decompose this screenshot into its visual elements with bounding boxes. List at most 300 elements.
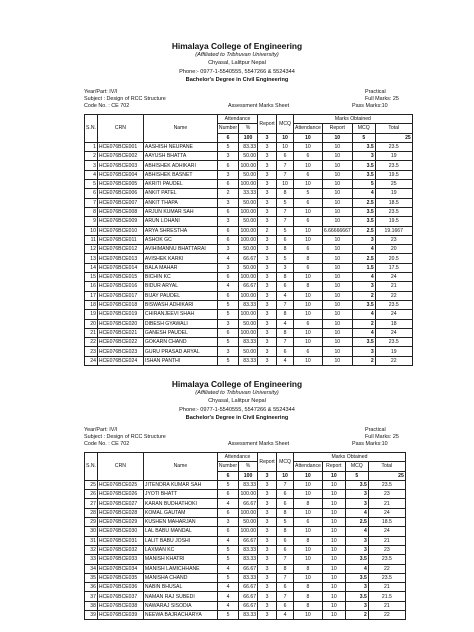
table-cell: 22	[368, 611, 405, 620]
max-mark-cell: 25	[375, 133, 412, 142]
table-cell: 3.5	[352, 300, 375, 309]
table-cell: 3	[345, 545, 368, 554]
table-cell: 8	[277, 245, 294, 254]
table-cell: 2	[352, 291, 375, 300]
table-row	[85, 207, 413, 216]
table-cell: 2	[217, 189, 238, 198]
table-cell: 10	[294, 235, 323, 244]
table-cell: 5	[217, 573, 238, 582]
table-cell: HCE076BCE020	[97, 319, 143, 328]
table-cell: GURU PRASAD ARYAL	[143, 347, 217, 356]
table-cell: 83.33	[239, 356, 258, 365]
table-cell: 4	[277, 291, 294, 300]
table-cell: 6	[217, 291, 238, 300]
col-marks-obtained: Marks Obtained	[294, 452, 406, 461]
marks-table	[84, 114, 413, 366]
table-cell: NEEWA BAJRACHARYA	[143, 611, 217, 620]
table-cell: 3	[258, 536, 277, 545]
table-cell: JITENDRA KUMAR SAH	[143, 480, 217, 489]
table-cell: 6	[277, 601, 294, 610]
table-cell: 3	[258, 282, 277, 291]
table-row	[85, 592, 406, 601]
table-cell: HCE076BCE029	[97, 518, 143, 527]
table-row	[85, 226, 413, 235]
table-cell: 100.00	[240, 274, 257, 281]
table-cell: 6	[294, 217, 323, 226]
table-cell: 3	[258, 235, 277, 244]
table-cell: 3	[345, 536, 368, 545]
table-cell: HCE076BCE007	[97, 198, 143, 207]
table-cell: 6	[217, 180, 238, 189]
header-row	[85, 114, 413, 123]
table-cell: 7	[277, 217, 294, 226]
table-cell: HCE076BCE033	[97, 555, 143, 564]
table-cell: 11	[85, 235, 98, 244]
table-cell: 17.5	[375, 263, 412, 272]
table-cell: 2.5	[352, 198, 375, 207]
affiliation: (Affiliated to Tribhuvan University)	[195, 51, 279, 58]
table-cell: LAXMAN KC	[143, 545, 217, 554]
table-cell: 5	[217, 300, 238, 309]
max-mark-cell: 5	[345, 471, 368, 480]
col-sn: S.N.	[85, 452, 98, 480]
table-cell: AVIHIMANNU BHATTARAI	[143, 245, 217, 254]
table-cell: 6	[277, 152, 294, 161]
sheet-meta	[0, 89, 474, 114]
table-cell: 31	[85, 536, 98, 545]
table-row	[85, 273, 413, 282]
table-cell: 7	[277, 338, 294, 347]
table-cell: 2	[345, 611, 368, 620]
col-attendance: Attendance	[295, 125, 321, 132]
sheet-header	[0, 380, 474, 423]
table-cell: NABIN BHUSAL	[143, 583, 217, 592]
phone: Phone:- 0977-1-5540555, 5547266 & 5524344	[179, 406, 295, 413]
table-row	[85, 555, 406, 564]
table-cell: 21	[85, 328, 98, 337]
table-cell: 33.33	[239, 189, 258, 198]
table-cell: 6	[294, 347, 323, 356]
table-cell: 3	[258, 611, 277, 620]
phone: Phone:- 0977-1-5540555, 5547266 & 5524344	[179, 68, 295, 75]
table-cell: 33	[85, 555, 98, 564]
table-cell: 3	[258, 310, 277, 319]
col-attendance-group: Attendance	[217, 452, 257, 461]
table-cell: 4	[352, 310, 375, 319]
table-cell: 10	[322, 338, 352, 347]
col-report-obtained: Report	[322, 462, 345, 471]
table-cell: 10	[322, 480, 345, 489]
table-cell: 3	[258, 152, 277, 161]
table-cell: 10	[294, 291, 323, 300]
table-cell: 23.5	[368, 555, 405, 564]
table-cell: 8	[294, 499, 323, 508]
table-cell: 83.33	[239, 555, 258, 564]
table-cell: 66.67	[239, 601, 258, 610]
table-cell: HCE076BCE021	[97, 328, 143, 337]
table-cell: 10	[294, 338, 323, 347]
table-cell: 10	[322, 555, 345, 564]
table-cell: 19	[375, 189, 412, 198]
max-mark-cell: 3	[258, 133, 277, 142]
table-row	[85, 508, 406, 517]
table-cell: 10	[322, 217, 352, 226]
table-cell: 6	[294, 319, 323, 328]
table-cell: 5	[217, 611, 238, 620]
table-cell: 5	[352, 180, 375, 189]
table-cell: 3	[345, 499, 368, 508]
table-cell: 6	[217, 527, 238, 536]
table-cell: 6	[217, 207, 238, 216]
table-cell: 4	[352, 273, 375, 282]
table-cell: 6	[277, 282, 294, 291]
table-cell: 32	[85, 545, 98, 554]
col-number: Number	[218, 463, 238, 470]
table-cell: CHIRANJEEVI SHAH	[143, 310, 217, 319]
table-row	[85, 611, 406, 620]
col-sn: S.N.	[85, 114, 98, 142]
table-cell: 22	[85, 338, 98, 347]
table-cell: 100.00	[240, 329, 257, 336]
max-mark-cell: 100	[239, 471, 258, 480]
table-cell: 10	[294, 527, 323, 536]
table-cell: 19	[85, 310, 98, 319]
table-cell: 50.00	[239, 217, 258, 226]
max-mark-cell: 10	[277, 471, 294, 480]
table-cell: 6	[294, 245, 323, 254]
table-cell: 3	[258, 601, 277, 610]
table-cell: 3	[258, 573, 277, 582]
table-cell: 23	[85, 347, 98, 356]
table-cell: 6	[217, 490, 238, 499]
table-cell: 5	[217, 356, 238, 365]
table-cell: 3.5	[345, 480, 368, 489]
table-cell: HCE076BCE022	[97, 338, 143, 347]
address: Chyasal, Lalitpur Nepal	[208, 60, 266, 67]
table-cell: 100.00	[240, 311, 257, 318]
table-cell: 4	[277, 611, 294, 620]
table-cell: 8	[294, 592, 323, 601]
table-cell: 8	[294, 536, 323, 545]
table-row	[85, 545, 406, 554]
table-cell: 10	[322, 347, 352, 356]
table-cell: GOKARN CHAND	[143, 338, 217, 347]
table-cell: 10	[322, 573, 345, 582]
table-cell: HCE076BCE019	[97, 310, 143, 319]
table-cell: 4	[352, 189, 375, 198]
address: Chyasal, Lalitpur Nepal	[208, 398, 266, 405]
table-cell: 29	[85, 518, 98, 527]
table-cell: 3.5	[345, 555, 368, 564]
table-cell: 100.00	[240, 528, 257, 535]
table-cell: 50.00	[239, 263, 258, 272]
table-cell: 27	[85, 499, 98, 508]
table-cell: 2	[258, 226, 277, 235]
table-cell: HCE076BCE013	[97, 254, 143, 263]
table-cell: 83.33	[239, 545, 258, 554]
table-row	[85, 347, 413, 356]
table-cell: 16	[85, 282, 98, 291]
table-cell: 10	[322, 527, 345, 536]
table-cell: 83.33	[239, 338, 258, 347]
table-cell: 83.33	[239, 480, 258, 489]
table-cell: 3.5	[352, 207, 375, 216]
table-cell: 13	[85, 254, 98, 263]
table-row	[85, 180, 413, 189]
table-cell: 2.5	[345, 518, 368, 527]
table-cell: 7	[277, 573, 294, 582]
table-cell: 6	[217, 235, 238, 244]
table-cell: 3	[258, 499, 277, 508]
table-cell: 10	[322, 328, 352, 337]
table-cell: HCE076BCE026	[97, 490, 143, 499]
table-cell: 3	[258, 555, 277, 564]
max-mark-cell: 10	[322, 471, 345, 480]
table-cell: 2	[352, 356, 375, 365]
table-cell: 10	[277, 180, 294, 189]
table-cell: 8	[277, 189, 294, 198]
year-part: Year/Part: IV/I	[84, 426, 118, 433]
table-cell: 3	[217, 347, 238, 356]
table-cell: 6	[277, 490, 294, 499]
table-cell: HCE076BCE039	[97, 611, 143, 620]
table-cell: 21	[368, 499, 405, 508]
table-cell: 3	[258, 490, 277, 499]
sheet-title: Assessment Marks Sheet	[228, 440, 290, 447]
table-cell: 10	[294, 273, 323, 282]
header-row	[85, 452, 406, 461]
table-cell: HCE076BCE035	[97, 573, 143, 582]
table-cell: HCE076BCE030	[97, 527, 143, 536]
table-cell: 10	[294, 490, 323, 499]
table-cell: 4	[217, 536, 238, 545]
table-cell: HCE076BCE034	[97, 564, 143, 573]
table-cell: 6.66666667	[323, 227, 351, 234]
table-cell: 6	[277, 347, 294, 356]
table-cell: 66.67	[239, 254, 258, 263]
table-cell: 66.67	[239, 592, 258, 601]
table-cell: 5	[217, 338, 238, 347]
table-row	[85, 300, 413, 309]
table-cell: 20	[375, 245, 412, 254]
table-cell: 10	[322, 545, 345, 554]
table-cell: ARYA SHRESTHA	[143, 226, 217, 235]
max-mark-cell: 3	[258, 471, 277, 480]
table-row	[85, 170, 413, 179]
college-name: Himalaya College of Engineering	[171, 379, 303, 389]
table-cell: 3	[258, 198, 277, 207]
table-row	[85, 152, 413, 161]
table-cell: 24	[368, 527, 405, 536]
table-cell: 66.67	[239, 499, 258, 508]
table-cell: HCE076BCE006	[97, 189, 143, 198]
table-cell: 4	[217, 583, 238, 592]
table-cell: 83.33	[239, 300, 258, 309]
table-cell: HCE076BCE027	[97, 499, 143, 508]
table-row	[85, 518, 406, 527]
table-cell: 38	[85, 601, 98, 610]
table-cell: 6	[277, 583, 294, 592]
table-cell: 10	[322, 198, 352, 207]
table-cell: 3	[85, 161, 98, 170]
table-row	[85, 189, 413, 198]
table-cell: 10	[322, 152, 352, 161]
table-cell: HCE076BCE010	[97, 226, 143, 235]
table-cell: HCE076BCE002	[97, 152, 143, 161]
col-percent: %	[239, 124, 258, 133]
table-cell: 21	[368, 601, 405, 610]
table-cell: 10	[322, 170, 352, 179]
table-cell: 23.5	[368, 480, 405, 489]
table-row	[85, 338, 413, 347]
table-cell: 6	[85, 189, 98, 198]
table-cell: 100.00	[240, 491, 257, 498]
table-cell: 50.00	[239, 245, 258, 254]
table-cell: HCE076BCE038	[97, 601, 143, 610]
table-cell: 39	[85, 611, 98, 620]
table-cell: 7	[277, 170, 294, 179]
table-cell: 8	[294, 583, 323, 592]
table-cell: 24	[375, 328, 412, 337]
table-cell: 3.5	[352, 142, 375, 151]
table-cell: 10	[294, 310, 323, 319]
table-cell: BALA MAHAR	[143, 263, 217, 272]
code-no: Code No. : CE 702	[84, 102, 130, 109]
table-cell: 23.5	[368, 573, 405, 582]
table-cell: 4	[352, 245, 375, 254]
col-crn: CRN	[97, 452, 143, 480]
table-row	[85, 235, 413, 244]
table-row	[85, 161, 413, 170]
table-cell: 3	[258, 356, 277, 365]
table-cell: 2	[352, 319, 375, 328]
table-cell: 18.5	[368, 518, 405, 527]
table-row	[85, 573, 406, 582]
col-name: Name	[143, 114, 217, 142]
table-cell: 25	[375, 180, 412, 189]
table-row	[85, 490, 406, 499]
col-mcq-obtained: MCQ	[352, 124, 375, 133]
table-cell: 3	[258, 180, 277, 189]
table-cell: 10	[322, 161, 352, 170]
max-mark-cell: 100	[239, 133, 258, 142]
table-cell: 23.5	[375, 300, 412, 309]
table-cell: 5	[277, 226, 294, 235]
table-cell: 34	[85, 564, 98, 573]
table-cell: 3	[258, 161, 277, 170]
table-cell: 6	[277, 235, 294, 244]
table-cell: 8	[277, 273, 294, 282]
table-cell: 1	[85, 142, 98, 151]
table-row	[85, 480, 406, 489]
table-cell: 3.5	[352, 217, 375, 226]
table-cell: 10	[294, 161, 323, 170]
table-cell: HCE076BCE014	[97, 263, 143, 272]
table-row	[85, 328, 413, 337]
table-cell: 28	[85, 508, 98, 517]
table-cell: 66.67	[239, 583, 258, 592]
degree: Bachelor's Degree in Civil Engineering	[185, 415, 289, 422]
table-cell: 10	[277, 142, 294, 151]
table-cell: 3	[258, 263, 277, 272]
table-cell: 83.33	[239, 611, 258, 620]
table-cell: 10	[294, 611, 323, 620]
subject: Subject : Design of RCC Structure	[84, 95, 166, 102]
table-row	[85, 263, 413, 272]
table-cell: 3	[258, 254, 277, 263]
table-cell: BISWASH ADHIKARI	[143, 300, 217, 309]
max-mark-cell: 5	[352, 133, 375, 142]
table-cell: 10	[322, 508, 345, 517]
table-cell: 22	[375, 356, 412, 365]
table-cell: 66.67	[239, 282, 258, 291]
table-cell: 14	[85, 263, 98, 272]
sheet-meta	[0, 427, 474, 452]
table-cell: 10	[294, 555, 323, 564]
table-cell: HCE076BCE018	[97, 300, 143, 309]
table-cell: 8	[294, 564, 323, 573]
table-cell: 3	[352, 235, 375, 244]
table-row	[85, 245, 413, 254]
max-mark-cell: 10	[294, 471, 323, 480]
table-cell: 10	[322, 564, 345, 573]
table-cell: 20.5	[375, 254, 412, 263]
table-cell: 3	[258, 273, 277, 282]
table-cell: NAWARAJ SISODIA	[143, 601, 217, 610]
table-row	[85, 536, 406, 545]
table-cell: 37	[85, 592, 98, 601]
table-cell: ABHISHEK ADHIKARI	[143, 161, 217, 170]
col-mcq: MCQ	[277, 452, 294, 471]
table-cell: 10	[322, 245, 352, 254]
col-total: Total	[368, 462, 405, 471]
table-cell: KOMAL GAUTAM	[143, 508, 217, 517]
table-cell: 3.5	[345, 592, 368, 601]
table-cell: 3	[258, 583, 277, 592]
table-cell: 3	[217, 245, 238, 254]
col-marks-obtained: Marks Obtained	[294, 114, 413, 123]
table-cell: 6	[294, 263, 323, 272]
table-cell: 2.5	[352, 226, 375, 235]
table-cell: 100.00	[240, 292, 257, 299]
col-crn: CRN	[97, 114, 143, 142]
col-attendance: Attendance	[295, 463, 321, 470]
table-cell: 6	[294, 170, 323, 179]
table-cell: 3	[258, 170, 277, 179]
table-cell: 1.5	[352, 263, 375, 272]
table-cell: 19.5	[375, 217, 412, 226]
table-cell: 100.00	[240, 181, 257, 188]
max-mark-cell: 10	[294, 133, 323, 142]
table-cell: HCE076BCE036	[97, 583, 143, 592]
table-cell: 3	[258, 347, 277, 356]
col-report: Report	[258, 114, 277, 133]
table-row	[85, 499, 406, 508]
table-cell: 18	[375, 319, 412, 328]
table-cell: 12	[85, 245, 98, 254]
sheet-title: Assessment Marks Sheet	[228, 102, 290, 109]
table-cell: BICHIN KC	[143, 273, 217, 282]
max-mark-cell: 10	[277, 133, 294, 142]
table-cell: 4	[217, 282, 238, 291]
table-cell: 5	[217, 545, 238, 554]
table-cell: 3	[217, 518, 238, 527]
table-cell: 10	[322, 611, 345, 620]
table-cell: AASHISH NEUPANE	[143, 142, 217, 151]
table-row	[85, 310, 413, 319]
table-row	[85, 291, 413, 300]
table-cell: 10	[294, 545, 323, 554]
